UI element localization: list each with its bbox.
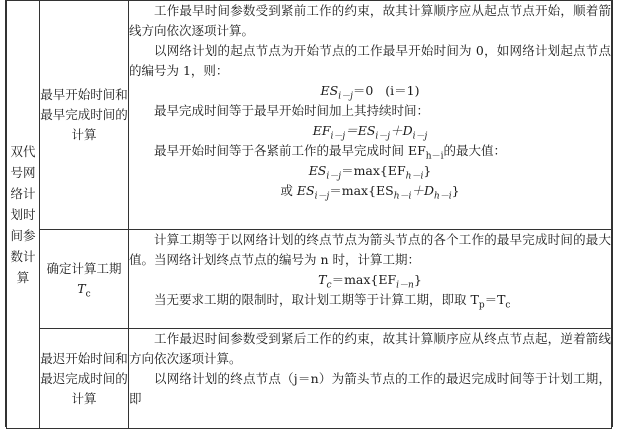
category-label: 双代 号网 络计 划时 间参 数计 算 [10,144,36,285]
paragraph: 最早完成时间等于最早开始时间加上其持续时间： [154,103,430,118]
content-cell [129,230,612,329]
content-cell [129,1,612,230]
topic-symbol: $T_c$ [77,281,91,300]
topic-label: 确定计算工期 [46,261,122,276]
formula-es-init: $ES_{i-j}=0$ (i＝1) [320,83,420,102]
formula-ef: $EF_{i-j}=ES_{i-j}+D_{i-j}$ [312,123,428,142]
table-row [7,230,612,329]
paragraph: 最早开始时间等于各紧前工作的最早完成时间 $EF_{h-i}$的最大值： [154,143,506,162]
formula-tc: $T_c=\max\{EF_{i-n}\}$ [318,272,422,291]
paragraph: 工作最迟时间参数受到紧后工作的约束，故其计算顺序应从终点节点起，逆着箭线方向依次逐项计算。 [129,331,611,366]
table-row [7,1,612,230]
time-parameter-table [6,0,612,429]
topic-cell [40,230,129,329]
paragraph: 以网络计划的起点节点为开始节点的工作最早开始时间为 0，如网络计划起点节点的编号为 1，则： [129,43,611,78]
topic-label: 最早开始时间和最早完成时间的计算 [40,87,128,142]
paragraph: 当无要求工期的限制时，取计划工期等于计算工期，即取 $T_p=T_c$ [154,292,511,311]
topic-label: 最迟开始时间和最迟完成时间的计算 [40,350,128,406]
table-row [7,329,612,429]
topic-cell [40,329,129,429]
paragraph: 以网络计划的终点节点（j＝n）为箭头节点的工作的最迟完成时间等于计划工期，即 [129,371,611,406]
paragraph: 计算工期等于以网络计划的终点节点为箭头节点的各个工作的最早完成时间的最大值。当网络计划终点节点的编号为 n 时，计算工期： [129,232,611,267]
topic-cell [40,1,129,230]
formula-es-max: $ES_{i-j}=\max\{EF_{h-i}\}$ [308,163,432,182]
formula-es-alt: 或 $ES_{i-j}=\max\{ES_{h-i}+D_{h-i}\}$ [280,183,460,202]
table-frame [5,0,613,427]
content-cell [129,329,612,429]
paragraph: 工作最早时间参数受到紧前工作的约束，故其计算顺序应从起点节点开始，顺着箭线方向依次逐项计算。 [129,3,611,38]
category-cell [7,1,40,429]
